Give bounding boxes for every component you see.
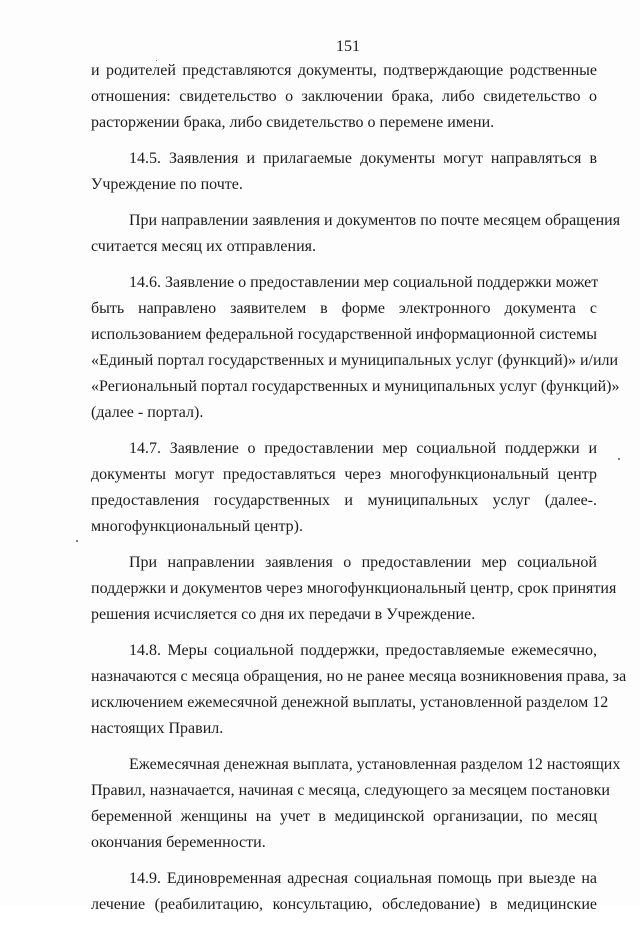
paragraph-14-5 — [91, 146, 597, 198]
text-line: быть направлено заявителем в форме электронного документа с — [91, 300, 597, 317]
text-line: Учреждение по почте. — [91, 176, 243, 193]
text-line: 14.9. Единовременная адресная социальная помощь при выезде на — [129, 870, 597, 887]
text-line: использованием федеральной государственной информационной системы — [91, 326, 597, 343]
text-line: и родителей представляются документы, подтверждающие родственные — [91, 62, 597, 79]
paragraph-monthly-payment — [91, 752, 621, 856]
text-line: 14.7. Заявление о предоставлении мер социальной поддержки и — [129, 440, 597, 457]
paragraph-14-8 — [91, 638, 627, 742]
scan-speck — [76, 540, 78, 542]
paragraph-14-7 — [91, 436, 597, 540]
text-line: Правил, назначается, начиная с месяца, следующего за месяцем постановки — [91, 782, 610, 799]
text-line: документы могут предоставляться через многофункциональный центр — [91, 466, 597, 483]
text-line: 14.5. Заявления и прилагаемые документы могут направляться в — [129, 150, 597, 167]
text-line: поддержки и документов через многофункциональный центр, срок принятия — [91, 580, 617, 597]
paragraph-mail-month — [91, 208, 621, 260]
paragraph-1 — [91, 58, 597, 136]
text-line: 14.6. Заявление о предоставлении мер социальной поддержки может — [129, 274, 599, 291]
text-line: 14.8. Меры социальной поддержки, предоставляемые ежемесячно, — [129, 642, 597, 659]
page-number: 151 — [336, 38, 360, 55]
text-line: предоставления государственных и муниципальных услуг (далее-. — [91, 492, 597, 509]
text-line: При направлении заявления о предоставлении мер социальной — [129, 554, 597, 571]
text-line: исключением ежемесячной денежной выплаты, установленной разделом 12 — [91, 694, 609, 711]
text-line: назначаются с месяца обращения, но не ранее месяца возникновения права, за — [91, 668, 627, 685]
text-line: настоящих Правил. — [91, 720, 224, 737]
text-line: «Региональный портал государственных и муниципальных услуг (функций)» — [91, 378, 620, 395]
text-line: (далее - портал). — [91, 404, 204, 421]
scan-speck — [156, 60, 157, 61]
text-line: расторжении брака, либо свидетельство о перемене имени. — [91, 114, 495, 131]
paragraph-mfc-decision — [91, 550, 617, 628]
text-line: При направлении заявления и документов по почте месяцем обращения — [129, 212, 621, 229]
text-line: Ежемесячная денежная выплата, установленная разделом 12 настоящих — [129, 756, 621, 773]
paragraph-14-9 — [91, 866, 597, 918]
text-line: лечение (реабилитацию, консультацию, обследование) в медицинские — [91, 896, 597, 913]
document-body — [91, 58, 627, 928]
text-line: отношения: свидетельство о заключении брака, либо свидетельство о — [91, 88, 597, 105]
text-line: беременной женщины на учет в медицинской организации, по месяц — [91, 808, 597, 825]
text-line: многофункциональный центр). — [91, 518, 303, 535]
text-line: считается месяц их отправления. — [91, 238, 316, 255]
text-line: «Единый портал государственных и муниципальных услуг (функций)» и/или — [91, 352, 619, 369]
scan-speck — [618, 458, 620, 460]
text-line: окончания беременности. — [91, 834, 266, 851]
text-line: решения исчисляется со дня их передачи в Учреждение. — [91, 606, 476, 623]
paragraph-14-6 — [91, 270, 620, 426]
